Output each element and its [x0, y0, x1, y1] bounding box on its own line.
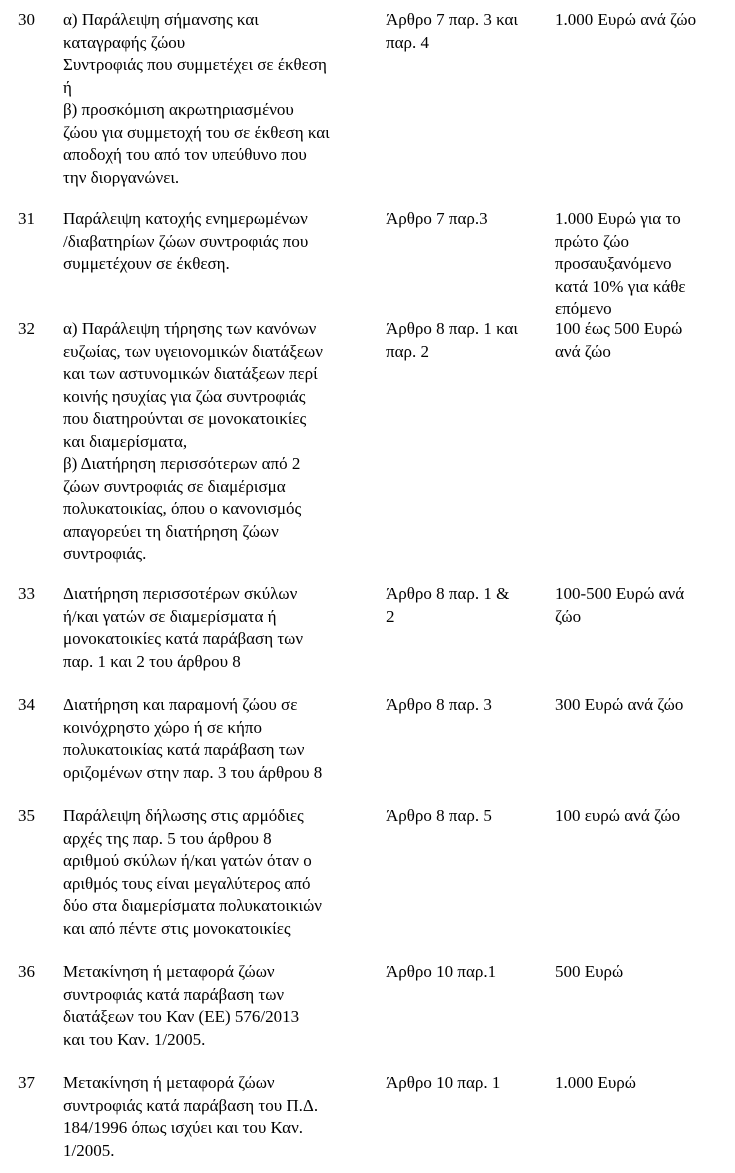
penalty-amount-line: 100-500 Ευρώ ανά — [555, 584, 685, 603]
violation-description-line: Παράλειψη κατοχής ενημερωμένων — [63, 209, 308, 228]
violation-description-line: την διοργανώνει. — [63, 167, 180, 187]
article-reference — [386, 9, 546, 54]
violation-description-line: αριθμού σκύλων ή/και γατών όταν ο — [63, 851, 312, 870]
penalty-amount — [555, 583, 730, 628]
article-reference — [386, 318, 546, 363]
violation-description-line: παρ. 1 και 2 του άρθρου 8 — [63, 651, 241, 671]
violation-description-line: /διαβατηρίων ζώων συντροφιάς που — [63, 231, 309, 251]
violation-description-line: 184/1996 όπως ισχύει και του Καν. — [63, 1118, 304, 1137]
row-number: 31 — [18, 209, 35, 228]
violation-description-line: συντροφιάς κατά παράβαση των — [63, 984, 285, 1004]
violation-description-line: αποδοχή του από τον υπεύθυνο που — [63, 145, 307, 164]
violation-description-line: μονοκατοικίες κατά παράβαση των — [63, 629, 304, 648]
violation-description-line: β) Διατήρηση περισσότερων από 2 — [63, 454, 301, 473]
article-reference-line: Άρθρο 10 παρ.1 — [386, 962, 497, 981]
violation-description-line: Διατήρηση περισσοτέρων σκύλων — [63, 584, 298, 603]
violation-description-line: και του Καν. 1/2005. — [63, 1029, 206, 1049]
penalty-amount-line: 1.000 Ευρώ για το — [555, 209, 681, 228]
violation-description-line: πολυκατοικίας κατά παράβαση των — [63, 740, 305, 759]
article-reference-line: 2 — [386, 606, 395, 626]
violation-description-line: α) Παράλειψη σήμανσης και — [63, 10, 259, 29]
penalty-amount-line: κατά 10% για κάθε — [555, 276, 686, 296]
article-reference — [386, 1072, 546, 1095]
penalty-amount-line: πρώτο ζώο — [555, 231, 629, 251]
violation-description — [63, 318, 375, 566]
violation-description-line: απαγορεύει τη διατήρηση ζώων — [63, 521, 279, 541]
penalty-amount-line: ζώο — [555, 606, 582, 626]
penalty-amount-line: προσαυξανόμενο — [555, 254, 672, 273]
penalty-amount — [555, 9, 730, 32]
violation-description-line: συμμετέχουν σε έκθεση. — [63, 254, 230, 273]
article-reference — [386, 208, 546, 231]
violation-description-line: οριζομένων στην παρ. 3 του άρθρου 8 — [63, 762, 323, 782]
penalty-amount-line: 1.000 Ευρώ ανά ζώο — [555, 10, 697, 29]
violation-description-line: αρχές της παρ. 5 του άρθρου 8 — [63, 828, 272, 848]
row-number: 36 — [18, 962, 35, 981]
row-number: 37 — [18, 1073, 35, 1092]
violation-description-line: κοινόχρηστο χώρο ή σε κήπο — [63, 717, 262, 737]
penalty-amount — [555, 805, 730, 828]
row-number: 33 — [18, 584, 35, 603]
violation-description-line: και διαμερίσματα, — [63, 431, 188, 451]
violation-description-line: δύο στα διαμερίσματα πολυκατοικιών — [63, 896, 322, 915]
penalty-amount — [555, 208, 730, 321]
penalty-amount-line: 500 Ευρώ — [555, 962, 624, 981]
article-reference-line: Άρθρο 8 παρ. 1 & — [386, 584, 510, 603]
violation-description-line: ή — [63, 77, 72, 97]
article-reference — [386, 583, 546, 628]
violation-description-line: Συντροφιάς που συμμετέχει σε έκθεση — [63, 55, 327, 74]
row-number: 34 — [18, 695, 35, 714]
article-reference — [386, 805, 546, 828]
violation-description — [63, 961, 375, 1051]
violation-description-line: 1/2005. — [63, 1140, 115, 1160]
violation-description-line: συντροφιάς. — [63, 544, 147, 563]
article-reference-line: Άρθρο 8 παρ. 3 — [386, 695, 492, 714]
article-reference-line: Άρθρο 8 παρ. 5 — [386, 806, 492, 825]
violation-description-line: ζώου για συμμετοχή του σε έκθεση και — [63, 122, 330, 142]
violation-description — [63, 583, 375, 673]
violation-description — [63, 805, 375, 940]
violation-description-line: αριθμός τους είναι μεγαλύτερος από — [63, 873, 311, 893]
article-reference-line: Άρθρο 8 παρ. 1 και — [386, 319, 519, 338]
violation-description-line: και των αστυνομικών διατάξεων περί — [63, 364, 318, 383]
penalty-amount-line: επόμενο — [555, 299, 612, 318]
violation-description-line: και από πέντε στις μονοκατοικίες — [63, 918, 291, 938]
violation-description — [63, 1072, 375, 1162]
violation-description-line: Μετακίνηση ή μεταφορά ζώων — [63, 1073, 275, 1092]
penalty-amount — [555, 318, 730, 363]
violation-description-line: ή/και γατών σε διαμερίσματα ή — [63, 606, 277, 626]
violation-description-line: συντροφιάς κατά παράβαση του Π.Δ. — [63, 1095, 319, 1115]
article-reference-line: Άρθρο 7 παρ. 3 και — [386, 10, 519, 29]
penalty-amount — [555, 694, 730, 717]
violation-description-line: Διατήρηση και παραμονή ζώου σε — [63, 695, 298, 714]
article-reference-line: Άρθρο 7 παρ.3 — [386, 209, 488, 228]
penalty-amount-line: ανά ζώο — [555, 341, 611, 361]
penalty-amount — [555, 1072, 730, 1095]
violation-description — [63, 694, 375, 784]
penalty-amount — [555, 961, 730, 984]
violation-description-line: πολυκατοικίας, όπου ο κανονισμός — [63, 499, 302, 518]
violation-description-line: που διατηρούνται σε μονοκατοικίες — [63, 409, 307, 428]
violation-description-line: διατάξεων του Καν (ΕΕ) 576/2013 — [63, 1007, 300, 1026]
penalty-amount-line: 300 Ευρώ ανά ζώο — [555, 695, 684, 714]
penalty-amount-line: 100 ευρώ ανά ζώο — [555, 806, 681, 825]
violation-description-line: κοινής ησυχίας για ζώα συντροφιάς — [63, 386, 306, 406]
row-number: 30 — [18, 10, 35, 29]
violation-description-line: α) Παράλειψη τήρησης των κανόνων — [63, 319, 317, 338]
violation-description-line: καταγραφής ζώου — [63, 32, 186, 52]
article-reference — [386, 694, 546, 717]
penalty-amount-line: 100 έως 500 Ευρώ — [555, 319, 683, 338]
penalty-amount-line: 1.000 Ευρώ — [555, 1073, 636, 1092]
violation-description-line: Παράλειψη δήλωσης στις αρμόδιες — [63, 806, 304, 825]
row-number: 32 — [18, 319, 35, 338]
article-reference-line: παρ. 4 — [386, 32, 429, 52]
violation-description-line: ζώων συντροφιάς σε διαμέρισμα — [63, 476, 286, 496]
violation-description — [63, 9, 375, 189]
article-reference-line: Άρθρο 10 παρ. 1 — [386, 1073, 501, 1092]
violation-description-line: Μετακίνηση ή μεταφορά ζώων — [63, 962, 275, 981]
article-reference — [386, 961, 546, 984]
violation-description-line: β) προσκόμιση ακρωτηριασμένου — [63, 100, 294, 119]
violation-description-line: ευζωίας, των υγειονομικών διατάξεων — [63, 341, 323, 361]
violation-description — [63, 208, 375, 276]
row-number: 35 — [18, 806, 35, 825]
article-reference-line: παρ. 2 — [386, 341, 429, 361]
